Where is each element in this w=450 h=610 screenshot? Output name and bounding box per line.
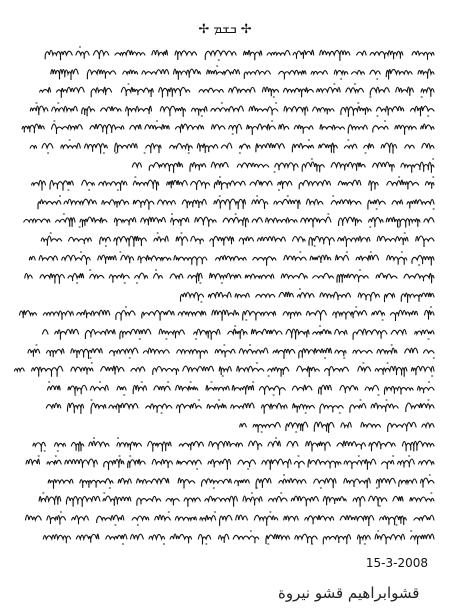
script-line bbox=[14, 249, 434, 267]
script-line bbox=[14, 472, 434, 490]
script-stroke bbox=[29, 252, 434, 266]
script-line bbox=[14, 323, 434, 341]
script-line bbox=[14, 379, 434, 397]
script-line bbox=[14, 174, 434, 192]
script-line bbox=[14, 286, 434, 304]
script-line bbox=[14, 81, 434, 99]
script-line bbox=[14, 397, 434, 415]
script-stroke bbox=[14, 363, 434, 377]
script-stroke bbox=[132, 159, 434, 173]
script-stroke bbox=[22, 121, 434, 135]
script-line bbox=[14, 193, 434, 211]
script-stroke bbox=[43, 326, 435, 340]
script-stroke bbox=[19, 307, 434, 321]
script-stroke bbox=[30, 140, 434, 154]
script-line bbox=[14, 509, 434, 527]
script-line bbox=[14, 211, 434, 229]
script-stroke bbox=[33, 438, 434, 452]
script-line bbox=[14, 453, 434, 471]
script-stroke bbox=[39, 493, 434, 507]
script-stroke bbox=[26, 456, 434, 470]
script-stroke bbox=[40, 84, 434, 98]
script-line bbox=[14, 416, 434, 434]
script-line bbox=[14, 267, 434, 285]
script-stroke bbox=[32, 177, 434, 191]
script-stroke bbox=[240, 422, 434, 433]
script-stroke bbox=[45, 47, 434, 61]
script-stroke bbox=[181, 289, 435, 303]
script-line bbox=[14, 360, 434, 378]
script-stroke bbox=[28, 345, 434, 359]
script-stroke bbox=[43, 531, 434, 545]
script-stroke bbox=[46, 400, 434, 414]
script-line bbox=[14, 137, 434, 155]
header-cross-mark: ✢ ܒܫܡ ✢ bbox=[198, 22, 252, 37]
script-line bbox=[14, 490, 434, 508]
date-stamp: 15-3-2008 bbox=[365, 556, 428, 570]
script-line bbox=[14, 118, 434, 136]
script-line bbox=[14, 44, 434, 62]
script-stroke bbox=[24, 214, 434, 228]
script-line bbox=[14, 342, 434, 360]
script-stroke bbox=[41, 233, 434, 247]
script-line bbox=[14, 304, 434, 322]
arabic-signature: قشوابراهيم قشو نيروة bbox=[278, 584, 420, 602]
script-line bbox=[14, 156, 434, 174]
script-stroke bbox=[38, 196, 434, 210]
script-stroke bbox=[48, 382, 435, 395]
script-line bbox=[14, 528, 434, 546]
script-line bbox=[14, 435, 434, 453]
script-stroke bbox=[30, 103, 434, 117]
script-stroke bbox=[48, 475, 434, 489]
script-line bbox=[14, 100, 434, 118]
script-line bbox=[14, 230, 434, 248]
script-stroke bbox=[51, 66, 434, 80]
script-stroke bbox=[25, 270, 434, 284]
script-line bbox=[14, 63, 434, 81]
script-stroke bbox=[26, 512, 435, 526]
